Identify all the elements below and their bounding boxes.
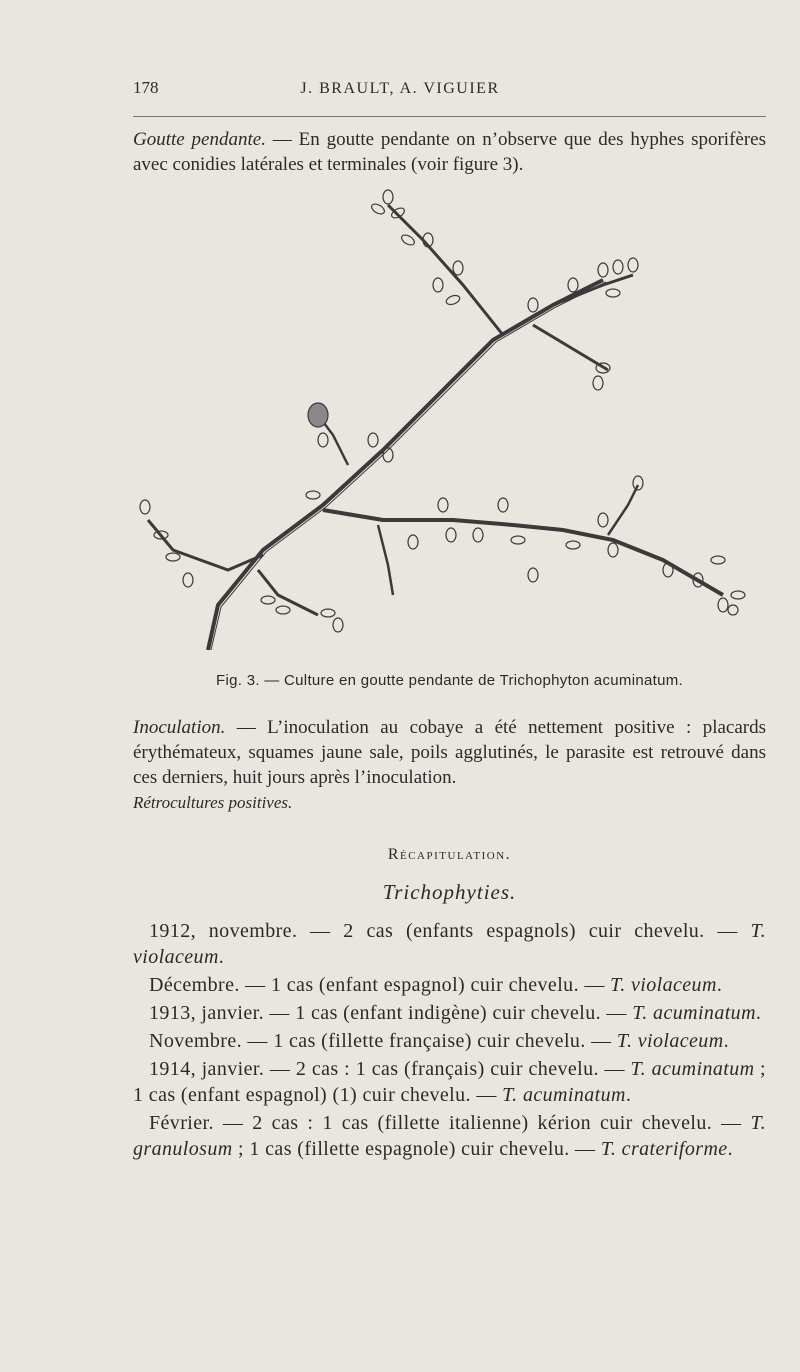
retroculture-line: Rétrocultures positives. [133,793,293,812]
species-name: T. violaceum [133,920,766,968]
recap-title: Récapitulation. [387,846,512,863]
inoculation-label: Inoculation. [133,717,226,738]
entry-end: . [716,974,723,996]
entry-end: . [218,946,225,968]
species-name: T. crateriforme [600,1138,728,1160]
inoculation-text: — L’inoculation au cobaye a été nettement positive : placards érythémateux, squames jaune sale, poils agglutinés, le parasite est retrouvé dans ces derniers, huit jours après l’inoculation. [133,717,766,788]
list-item [133,1028,766,1054]
recap-subtitle: Trichophyties. [382,880,517,904]
goutte-text: — En goutte pendante on n’observe que des hyphes sporifères avec conidies latérales et terminales (voir figure 3). [133,129,766,175]
species-name: T. violaceum [610,974,717,996]
species-name: T. acuminatum [502,1084,626,1106]
entry-end: . [723,1030,729,1052]
case-list [133,918,766,1164]
entry-text: Février. — 2 cas : 1 cas (fillette italienne) kérion cuir chevelu. — [149,1112,751,1134]
list-item [133,1000,766,1026]
entry-text: Décembre. — 1 cas (enfant espagnol) cuir chevelu. — [149,974,611,996]
header-rule [133,116,766,117]
entry-end: . [727,1138,733,1160]
entry-text: 1913, janvier. — 1 cas (enfant indigène) cuir chevelu. — [149,1002,633,1024]
entry-end: . [625,1084,632,1106]
list-item [133,972,766,998]
species-name: T. violaceum [616,1030,724,1052]
entry-text: 1912, novembre. — 2 cas (enfants espagnols) cuir chevelu. — [149,920,751,942]
figure-caption: Fig. 3. — Culture en goutte pendante de Trichophyton acuminatum. [216,672,683,689]
page-number: 178 [133,78,159,97]
species-name: T. granulosum [133,1112,766,1160]
species-name: T. acuminatum [632,1002,756,1024]
hyphae-illustration [133,185,766,650]
entry-middle: ; 1 cas (fillette espagnole) cuir chevelu. — [232,1138,601,1160]
entry-end: . [755,1002,762,1024]
inoculation-paragraph [133,715,766,790]
page-header [0,78,800,102]
entry-text: 1914, janvier. — 2 cas : 1 cas (français) cuir chevelu. — [149,1058,631,1080]
list-item [133,1056,766,1108]
entry-text: Novembre. — 1 cas (fillette française) cuir chevelu. — [149,1030,617,1052]
entry-middle: ; 1 cas (enfant espagnol) (1) cuir chevelu. — [133,1058,767,1106]
list-item [133,1110,766,1162]
goutte-label: Goutte pendante. [133,129,266,150]
list-item [133,918,766,970]
goutte-paragraph [133,127,766,177]
species-name: T. acuminatum [630,1058,755,1080]
running-head: J. BRAULT, A. VIGUIER [300,80,500,97]
